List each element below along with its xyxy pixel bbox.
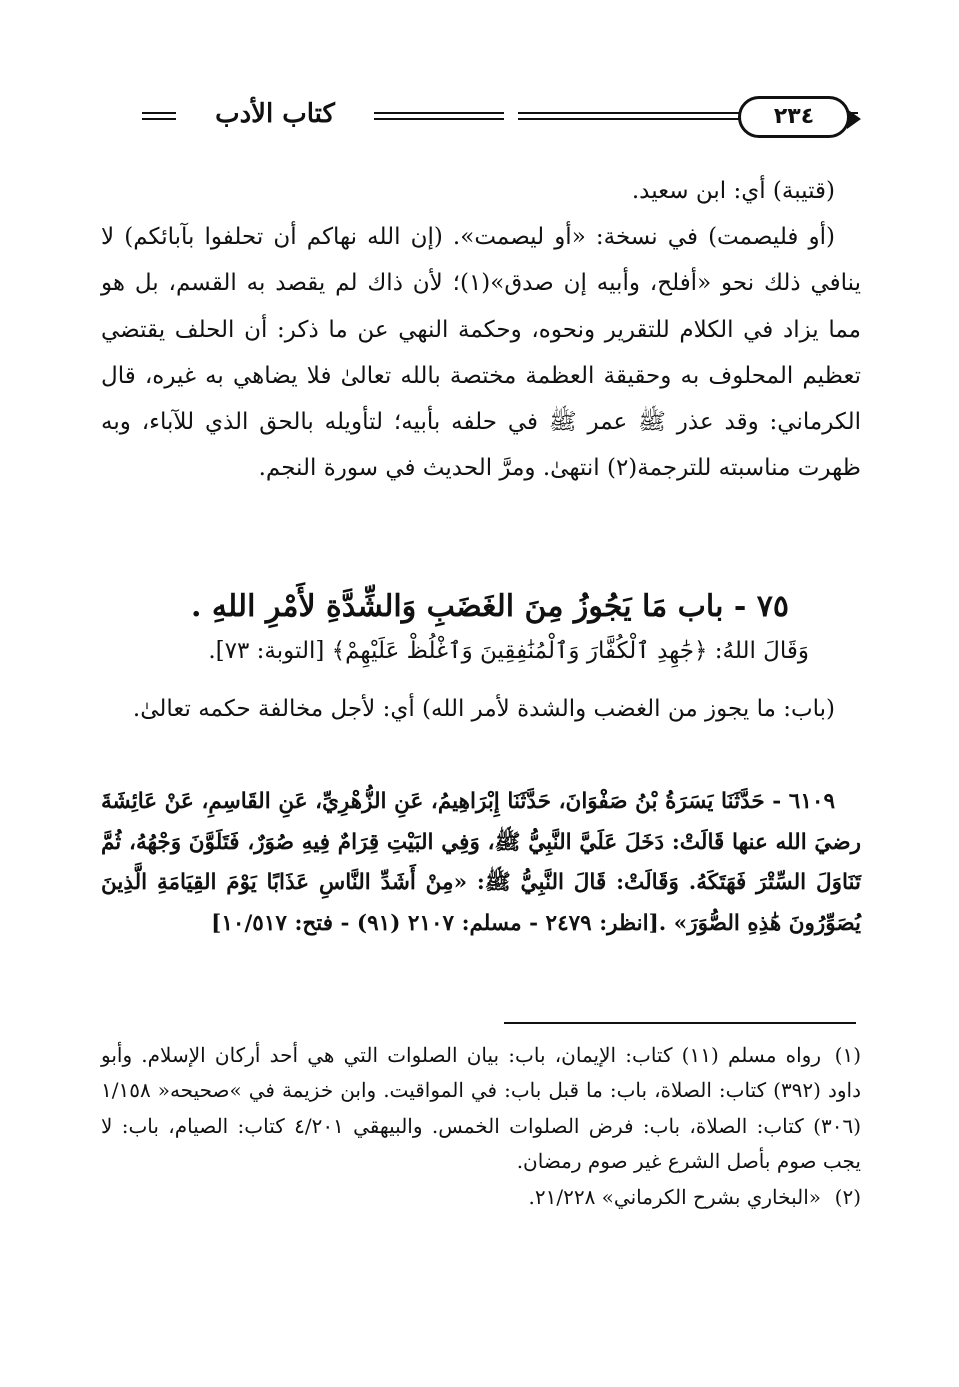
hadith-text: ٦١٠٩ - حَدَّثَنَا يَسَرَةُ بْنُ صَفْوَانَ، حَدَّثَنَا إِبْرَاهِيمُ، عَنِ الزُّهْرِيِّ، عَنِ القَاسِمِ، عَنْ عَائِشَةَ رضيَ الله عنها قَالَتْ: دَخَلَ عَلَيَّ النَّبِيُّ ﷺ، وَفِي البَيْتِ قِرَامٌ فِيهِ صُوَرٌ، فَتَلَوَّنَ وَجْهُهُ، ثُمَّ تَنَاوَلَ السِّتْرَ فَهَتَكَهُ. وَقَالَتْ: قَالَ النَّبِيُّ ﷺ: «مِنْ أَشَدِّ النَّاسِ عَذَابًا يَوْمَ القِيَامَةِ الَّذِينَ يُصَوِّرُونَ هَٰذِهِ الصُّوَرَ» .[انظر: ٢٤٧٩ - مسلم: ٢١٠٧ (٩١) - فتح: ١٠/٥١٧]: [101, 789, 861, 936]
commentary-paragraph: (أو فليصمت) في نسخة: «أو ليصمت». (إن الله نهاكم أن تحلفوا بآبائكم) لا ينافي ذلك نحو «أفلح، وأبيه إن صدق»(١)؛ لأن ذاك لم يقصد به القسم، بل هو مما يزاد في الكلام للتقرير ونحوه، وحكمة النهي عن ما ذكر: أن الحلف يقتضي تعظيم المحلوف به وحقيقة العظمة مختصة بالله تعالىٰ فلا يضاهي به غيره، قال الكرماني: وقد عذر ﷺ عمر ﷺ في حلفه بأبيه؛ لتأويله بالحق الذي للآباء، وبه ظهرت مناسبته للترجمة(٢) انتهىٰ. ومرَّ الحديث في سورة النجم.: [101, 224, 861, 482]
hadith-block: [101, 782, 861, 944]
footnote-2: [101, 1180, 861, 1215]
page-header: [138, 92, 850, 142]
commentary-block: [101, 168, 861, 491]
header-rule-left: [142, 112, 176, 120]
running-title: كتاب الأدب: [215, 99, 335, 129]
footnote-2-text: «البخاري بشرح الكرماني» ٢١/٢٢٨.: [528, 1184, 821, 1209]
footnote-1-number: (١): [834, 1043, 861, 1067]
footnote-2-number: (٢): [834, 1184, 861, 1209]
chapter-heading: ٧٥ - باب مَا يَجُوزُ مِنَ الغَضَبِ وَالشِّدَّةِ لأَمْرِ اللهِ .: [191, 589, 789, 624]
commentary-line-1: (قتيبة) أي: ابن سعيد.: [631, 178, 835, 204]
footnotes: [101, 1038, 861, 1215]
footnote-1: [101, 1038, 861, 1180]
chapter-explanation: [101, 686, 861, 732]
header-rule-middle: [374, 112, 504, 120]
footnote-1-text: رواه مسلم (١١) كتاب: الإيمان، باب: بيان الصلوات التي هي أحد أركان الإسلام. وأبو داود (٣٩٢) كتاب: الصلاة، باب: ما قبل باب: في المواقيت. وابن خزيمة في »صحيحه« ١/١٥٨ (٣٠٦) كتاب: الصلاة، باب: فرض الصلوات الخمس. والبيهقي ٤/٢٠١ كتاب: الصيام، باب: لا يجب صوم بأصل الشرع غير صوم رمضان.: [101, 1043, 861, 1174]
quran-verse: وَقَالَ اللهُ: ﴿جَٰهِدِ ٱلْكُفَّارَ وَٱلْمُنَٰفِقِينَ وَٱغْلُظْ عَلَيْهِمْ﴾ [التوبة: ٧٣].: [208, 638, 809, 664]
footnote-separator: [504, 1022, 856, 1024]
explanation-text: (باب: ما يجوز من الغضب والشدة لأمر الله) أي: لأجل مخالفة حكمه تعالىٰ.: [132, 696, 835, 722]
page-number: ٢٣٤: [738, 96, 850, 138]
